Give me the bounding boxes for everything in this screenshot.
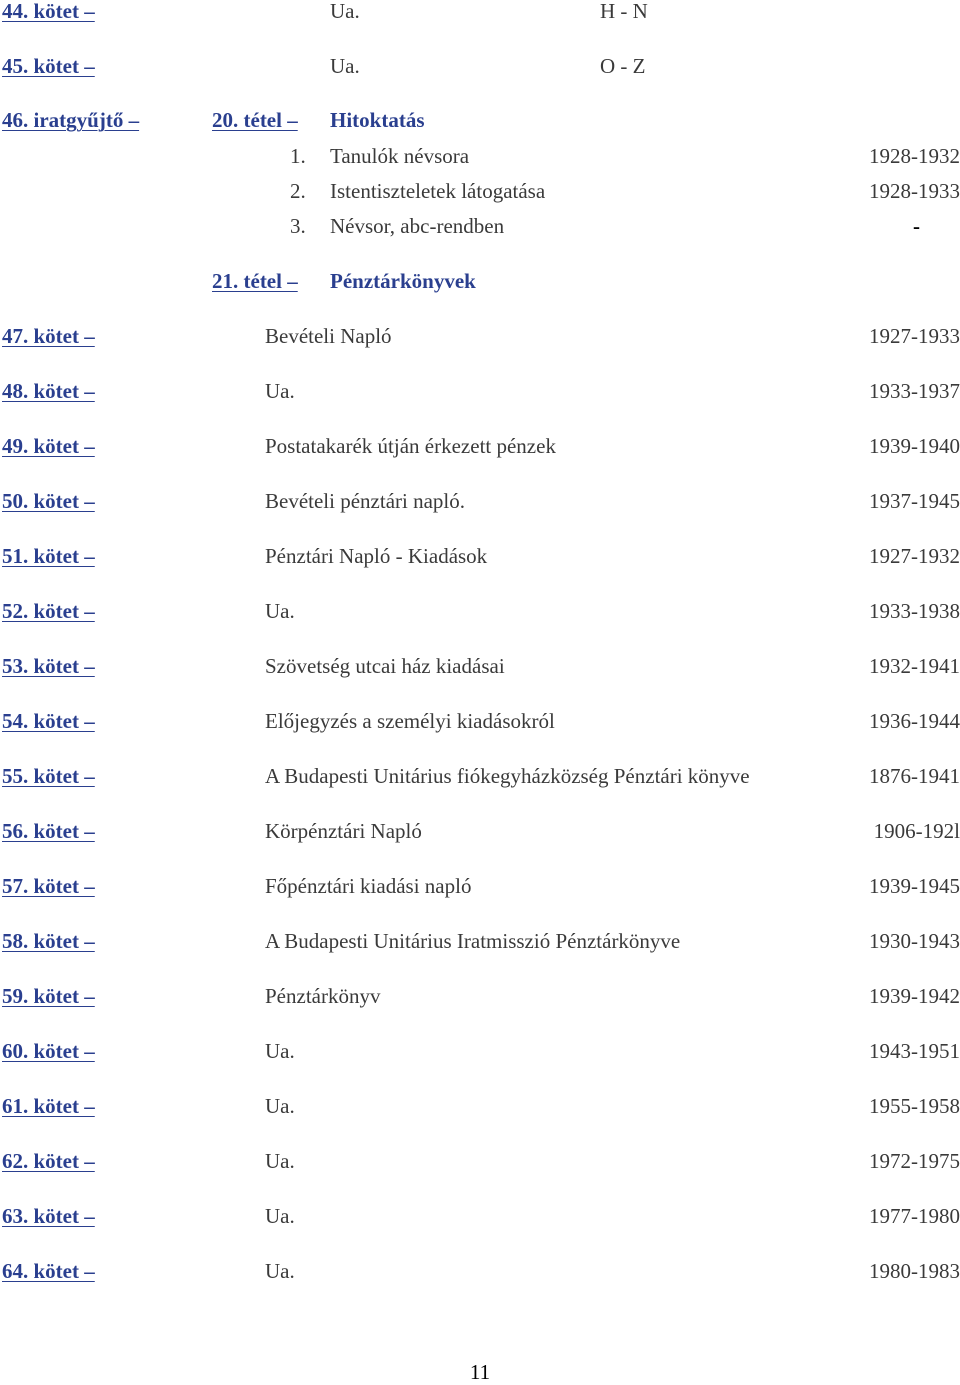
volume-id: 53. kötet – [2, 654, 95, 678]
section-heading: Hitoktatás [330, 108, 425, 132]
item-title: Tanulók névsora [330, 144, 470, 168]
volume-title: Ua. [330, 54, 360, 78]
volume-years: 1980-1983 [869, 1259, 960, 1283]
volume-row [0, 762, 960, 790]
volume-row [0, 1202, 960, 1230]
item-title: Névsor, abc-rendben [330, 214, 505, 238]
volume-title: Pénztári Napló - Kiadások [265, 544, 488, 568]
volume-id: 58. kötet – [2, 929, 95, 953]
volume-title: Bevételi pénztári napló. [265, 489, 466, 513]
volume-years: 1930-1943 [869, 929, 960, 953]
volume-title: Pénztárkönyv [265, 984, 381, 1008]
volume-years: 1876-1941 [869, 764, 960, 788]
volume-row [0, 707, 960, 735]
volume-years: 1927-1932 [869, 544, 960, 568]
volume-years: 1977-1980 [869, 1204, 960, 1228]
volume-row [0, 652, 960, 680]
volume-id: 50. kötet – [2, 489, 95, 513]
volume-years: 1936-1944 [869, 709, 960, 733]
volume-years: 1939-1940 [869, 434, 960, 458]
volume-title: Ua. [330, 0, 360, 23]
volume-id: 63. kötet – [2, 1204, 95, 1228]
volume-title: Ua. [265, 599, 295, 623]
volume-row [0, 542, 960, 570]
volume-years: 1927-1933 [869, 324, 960, 348]
volume-id: 49. kötet – [2, 434, 95, 458]
volume-row [0, 1257, 960, 1285]
item-number: 2. [290, 179, 306, 203]
item-years: - [913, 214, 920, 238]
volume-row [0, 1037, 960, 1065]
volume-title: Ua. [265, 379, 295, 403]
volume-row [0, 377, 960, 405]
volume-years: 1943-1951 [869, 1039, 960, 1063]
volume-title: A Budapesti Unitárius Iratmisszió Pénztárkönyve [265, 929, 681, 953]
volume-row [0, 1092, 960, 1120]
volume-row [0, 927, 960, 955]
volume-id: 45. kötet – [2, 54, 95, 78]
volume-id: 62. kötet – [2, 1149, 95, 1173]
volume-years: 1939-1942 [869, 984, 960, 1008]
volume-id: 54. kötet – [2, 709, 95, 733]
section-heading: Pénztárkönyvek [330, 269, 476, 293]
volume-title: Előjegyzés a személyi kiadásokról [265, 709, 555, 733]
volume-title: Szövetség utcai ház kiadásai [265, 654, 505, 678]
volume-years: 1933-1938 [869, 599, 960, 623]
volume-row [0, 817, 960, 845]
volume-id: 56. kötet – [2, 819, 95, 843]
item-years: 1928-1932 [869, 144, 960, 168]
volume-years: 1937-1945 [869, 489, 960, 513]
volume-row [0, 487, 960, 515]
volume-id: 64. kötet – [2, 1259, 95, 1283]
tetel-id: 20. tétel – [212, 108, 298, 132]
volume-years: 1933-1937 [869, 379, 960, 403]
volume-title: Ua. [265, 1094, 295, 1118]
sub-item-row [0, 212, 960, 240]
volume-id: 51. kötet – [2, 544, 95, 568]
volume-title: Bevételi Napló [265, 324, 392, 348]
section-header-row [0, 106, 960, 134]
entry-row [0, 52, 960, 80]
volume-years: 1939-1945 [869, 874, 960, 898]
volume-title: Ua. [265, 1204, 295, 1228]
folder-id: 46. iratgyűjtő – [2, 108, 140, 132]
volume-id: 55. kötet – [2, 764, 95, 788]
volume-id: 57. kötet – [2, 874, 95, 898]
volume-years: 1906-192l [873, 819, 960, 843]
page-number: 11 [469, 1360, 491, 1384]
volume-id: 60. kötet – [2, 1039, 95, 1063]
volume-title: Ua. [265, 1039, 295, 1063]
volume-years: 1932-1941 [869, 654, 960, 678]
volume-title: Főpénztári kiadási napló [265, 874, 472, 898]
entry-row [0, 0, 960, 25]
tetel-id: 21. tétel – [212, 269, 298, 293]
volume-id: 48. kötet – [2, 379, 95, 403]
item-title: Istentiszteletek látogatása [330, 179, 546, 203]
section-header-row [0, 267, 960, 295]
volume-range: O - Z [600, 54, 646, 78]
item-number: 1. [290, 144, 306, 168]
volume-years: 1955-1958 [869, 1094, 960, 1118]
volume-id: 59. kötet – [2, 984, 95, 1008]
volume-range: H - N [600, 0, 648, 23]
volume-id: 44. kötet – [2, 0, 95, 23]
item-years: 1928-1933 [869, 179, 960, 203]
volume-row [0, 872, 960, 900]
volume-row [0, 432, 960, 460]
item-number: 3. [290, 214, 306, 238]
volume-row [0, 322, 960, 350]
volume-id: 61. kötet – [2, 1094, 95, 1118]
sub-item-row [0, 142, 960, 170]
volume-title: A Budapesti Unitárius fiókegyházközség Pénztári könyve [265, 764, 750, 788]
volume-row [0, 1147, 960, 1175]
volume-id: 52. kötet – [2, 599, 95, 623]
volume-row [0, 982, 960, 1010]
volume-row [0, 597, 960, 625]
volume-title: Körpénztári Napló [265, 819, 422, 843]
volume-title: Postatakarék útján érkezett pénzek [265, 434, 556, 458]
volume-title: Ua. [265, 1259, 295, 1283]
volume-years: 1972-1975 [869, 1149, 960, 1173]
volume-id: 47. kötet – [2, 324, 95, 348]
sub-item-row [0, 177, 960, 205]
volume-title: Ua. [265, 1149, 295, 1173]
